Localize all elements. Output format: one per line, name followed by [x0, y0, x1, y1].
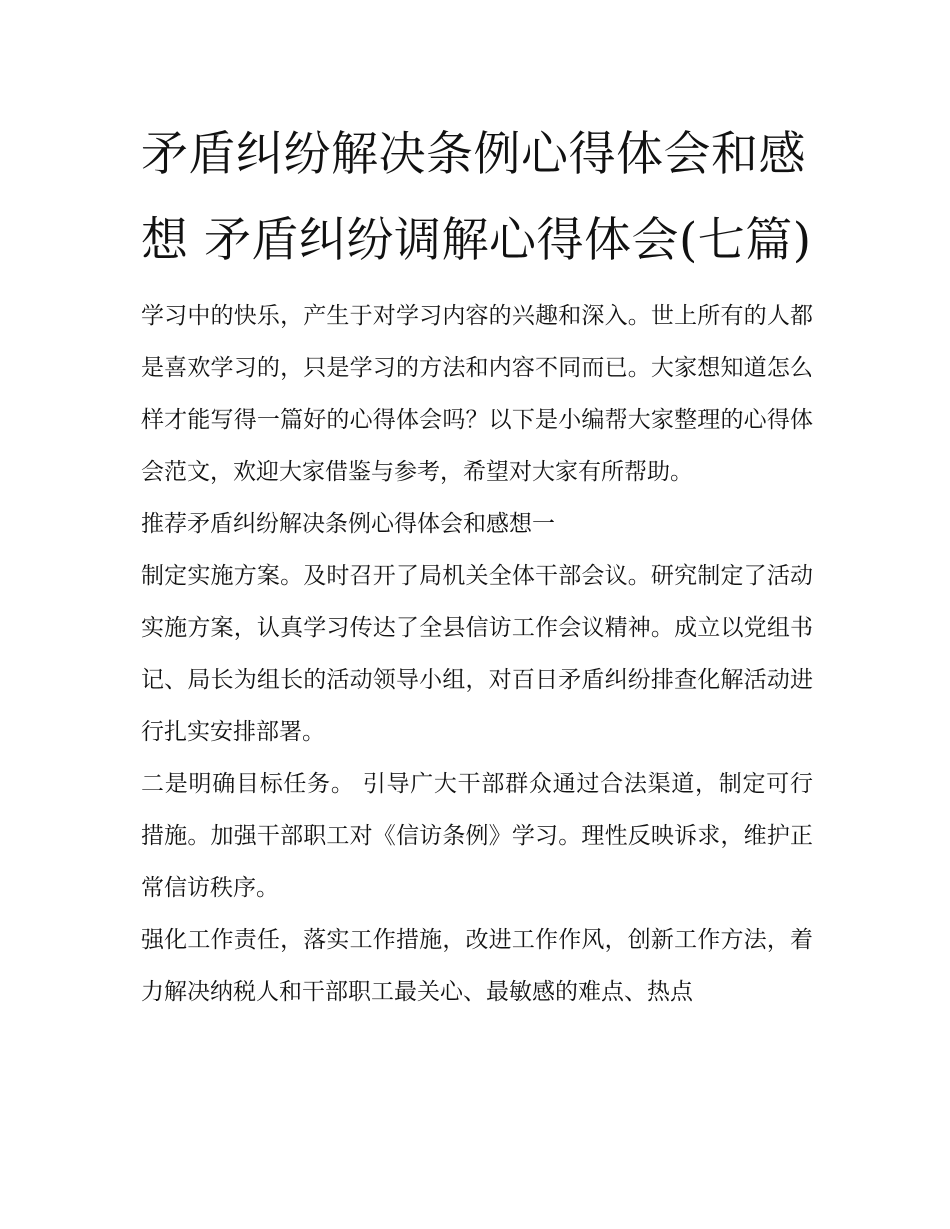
paragraph-intro: 学习中的快乐，产生于对学习内容的兴趣和深入。世上所有的人都是喜欢学习的，只是学习的方法和内容不同而已。大家想知道怎么样才能写得一篇好的心得体会吗？以下是小编帮大家整理的心得体会范文，欢迎大家借鉴与参考，希望对大家有所帮助。	[141, 303, 813, 485]
document-title: 矛盾纠纷解决条例心得体会和感想 矛盾纠纷调解心得体会(七篇)	[141, 127, 812, 268]
paragraph-responsibility: 强化工作责任，落实工作措施，改进工作作风，创新工作方法，着力解决纳税人和干部职工最关心、最敏感的难点、热点	[141, 927, 813, 1005]
section-heading: 推荐矛盾纠纷解决条例心得体会和感想一	[141, 511, 555, 537]
paragraph-plan: 制定实施方案。及时召开了局机关全体干部会议。研究制定了活动实施方案，认真学习传达了全县信访工作会议精神。成立以党组书记、局长为组长的活动领导小组，对百日矛盾纠纷排查化解活动进行扎实安排部署。	[141, 563, 813, 745]
document-body	[141, 112, 813, 1018]
paragraph-goals: 二是明确目标任务。 引导广大干部群众通过合法渠道，制定可行措施。加强干部职工对《信访条例》学习。理性反映诉求，维护正常信访秩序。	[141, 771, 813, 901]
